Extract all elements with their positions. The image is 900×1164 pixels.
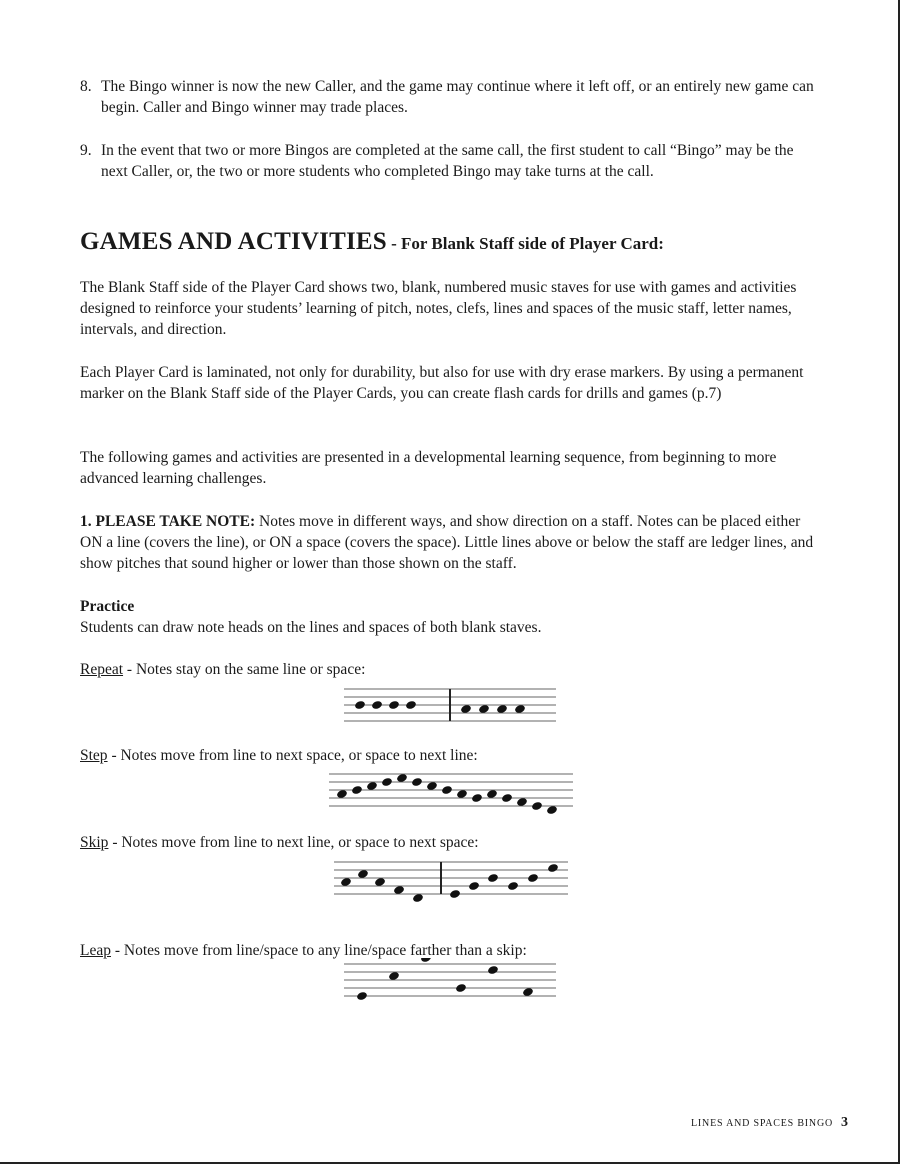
please-take-note-paragraph: [80, 511, 820, 574]
practice-title: Practice: [80, 598, 135, 615]
intro-paragraph: The Blank Staff side of the Player Card shows two, blank, numbered music staves for use with games and activities designed to reinforce your students’ learning of pitch, notes, clefs, lines and spaces of the music staff, letter names, intervals, and direction.: [80, 279, 797, 338]
note-head: [351, 785, 363, 795]
skip-description: - Notes move from line to next line, or space to next space:: [108, 834, 479, 851]
note-head: [527, 873, 539, 883]
footer-title: LINES AND SPACES BINGO: [691, 1118, 833, 1129]
leap-description: - Notes move from line/space to any line/space farther than a skip:: [110, 942, 527, 959]
list-item-text: In the event that two or more Bingos are completed at the same call, the first student to call “Bingo” may be the next Caller, or, the two or more students who completed Bingo may take turns at the call.: [101, 142, 794, 180]
note-head: [487, 873, 499, 883]
sequence-paragraph: The following games and activities are presented in a developmental learning sequence, from beginning to more advanced learning challenges.: [80, 449, 777, 487]
section-heading-main: GAMES AND ACTIVITIES: [80, 228, 387, 255]
note-head: [501, 793, 513, 803]
note-head: [471, 793, 483, 803]
note-head: [487, 965, 499, 975]
list-item-8: [80, 76, 820, 118]
note-head: [411, 777, 423, 787]
skip-staff-example: [330, 858, 572, 908]
step-label: [80, 745, 820, 766]
note-head: [371, 700, 383, 710]
note-head: [405, 700, 417, 710]
note-head: [354, 700, 366, 710]
note-head: [449, 889, 461, 899]
note-head: [547, 863, 559, 873]
repeat-term: Repeat: [80, 661, 124, 678]
section-heading: [80, 228, 664, 256]
list-item-number: 8.: [80, 78, 92, 95]
list-item-9: [80, 140, 820, 182]
repeat-label: [80, 659, 820, 680]
repeat-description: - Notes stay on the same line or space:: [123, 661, 366, 678]
skip-label: [80, 832, 820, 853]
note-head: [381, 777, 393, 787]
skip-term: Skip: [80, 834, 109, 851]
practice-text: Students can draw note heads on the lines and spaces of both blank staves.: [80, 619, 542, 636]
step-term: Step: [80, 747, 108, 764]
note-head: [356, 991, 368, 1001]
page-number: 3: [841, 1115, 848, 1130]
leap-staff-example: [340, 958, 562, 1008]
step-staff-example: [325, 770, 577, 818]
note-head: [388, 700, 400, 710]
note-head: [455, 983, 467, 993]
list-item-number: 9.: [80, 142, 92, 159]
list-item-text: The Bingo winner is now the new Caller, and the game may continue where it left off, or an entirely new game can begin. Caller and Bingo winner may trade places.: [101, 78, 814, 116]
step-description: - Notes move from line to next space, or space to next line:: [107, 747, 478, 764]
page-footer: [691, 1113, 848, 1131]
note-head: [531, 801, 543, 811]
section-heading-sub: - For Blank Staff side of Player Card:: [386, 234, 664, 253]
repeat-staff-example: [340, 685, 562, 731]
note-head: [420, 958, 432, 963]
note-head: [441, 785, 453, 795]
note-head: [507, 881, 519, 891]
note-head: [468, 881, 480, 891]
please-take-note-label: 1. PLEASE TAKE NOTE:: [80, 513, 256, 530]
please-take-note-text: Notes move in different ways, and show direction on a staff. Notes can be placed either ON a line (covers the line), or ON a space (covers the space). Little lines above or below the staff are ledger lines, and show pitches that sound higher or lower than those shown on the staff.: [80, 513, 814, 572]
lamination-paragraph: Each Player Card is laminated, not only for durability, but also for use with dry erase markers. By using a permanent marker on the Blank Staff side of the Player Cards, you can create flash cards for drills and games (p.7): [80, 364, 804, 402]
leap-term: Leap: [80, 942, 111, 959]
